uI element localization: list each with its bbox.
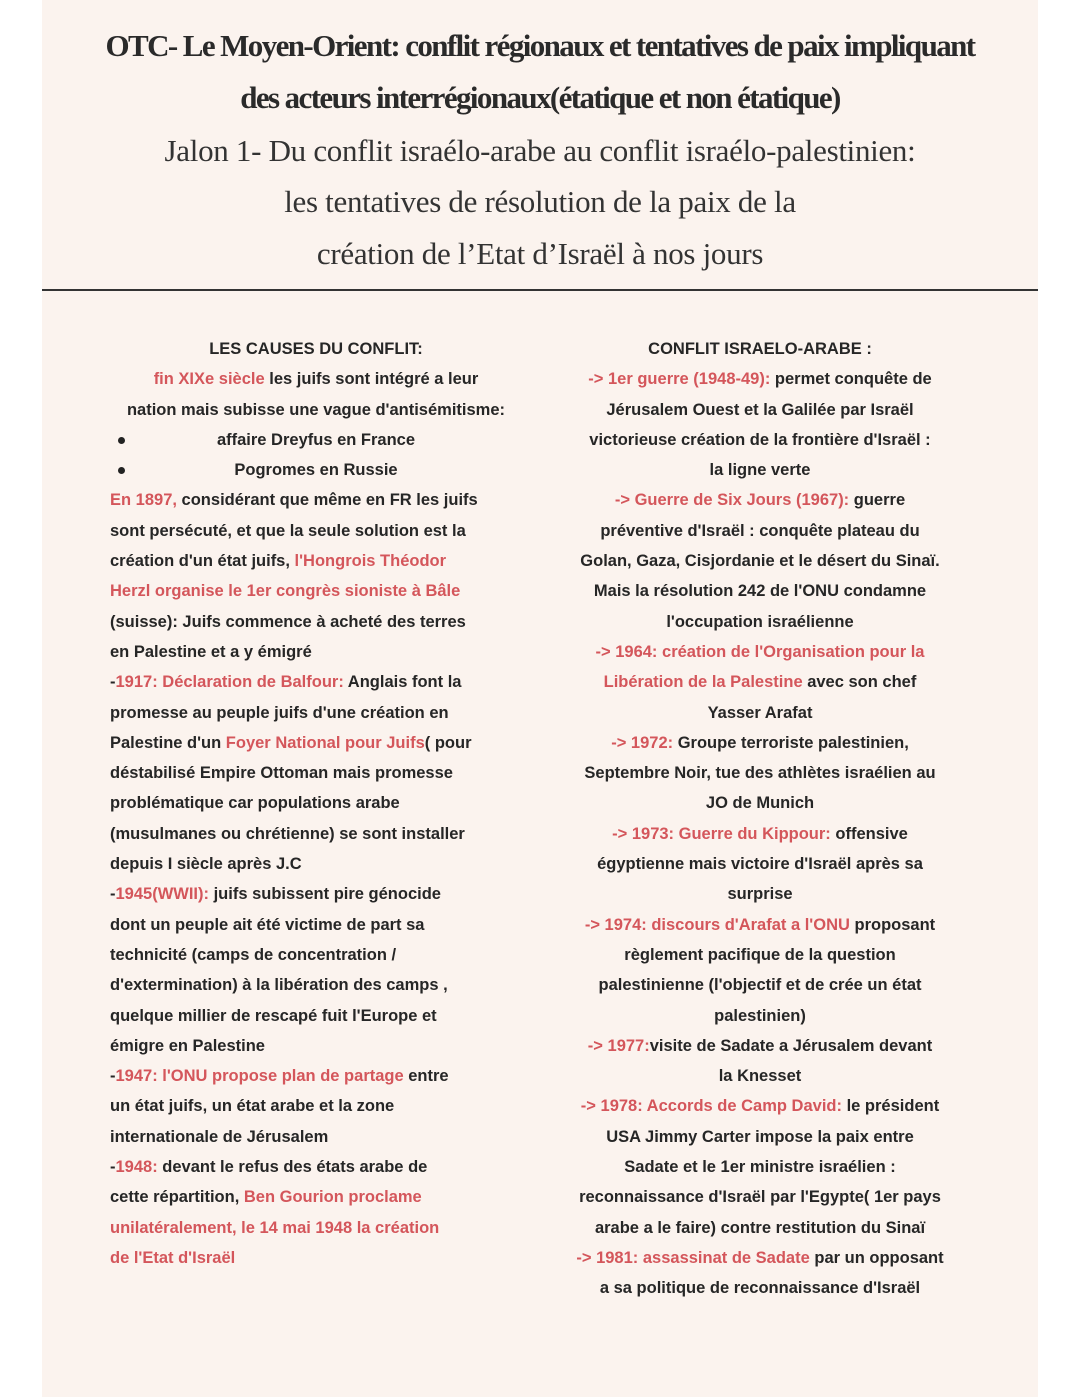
highlight-text: En 1897,: [110, 491, 177, 510]
text-segment: entre: [403, 1067, 449, 1086]
text-segment: égyptienne mais victoire d'Israël après sa: [597, 855, 923, 874]
text-segment: LES CAUSES DU CONFLIT:: [209, 340, 423, 358]
text-segment: guerre: [849, 491, 906, 510]
text-segment: Jérusalem Ouest et la Galilée par Israël: [606, 400, 914, 419]
text-segment: déstabilisé Empire Ottoman mais promesse: [110, 764, 453, 783]
text-line: [548, 546, 972, 576]
text-segment: proposant: [849, 915, 936, 934]
text-line: [110, 819, 522, 849]
text-line: [548, 516, 972, 546]
text-line: [110, 667, 522, 697]
text-segment: surprise: [727, 885, 793, 904]
text-segment: en Palestine et a y émigré: [110, 642, 312, 661]
text-segment: Pogromes en Russie: [234, 461, 398, 480]
text-line: [110, 1213, 522, 1243]
highlight-text: 1917: Déclaration de Balfour:: [115, 673, 344, 692]
text-segment: dont un peuple ait été victime de part sa: [110, 915, 425, 934]
text-segment: les juifs sont intégré a leur: [264, 370, 479, 389]
text-line: [110, 1152, 522, 1182]
text-segment: affaire Dreyfus en France: [216, 430, 416, 449]
text-line: [110, 849, 522, 879]
title-line-2: des acteurs interrégionaux(étatique et non étatique): [240, 80, 840, 115]
text-segment: un état juifs, un état arabe et la zone: [110, 1097, 395, 1116]
text-segment: -: [110, 673, 116, 692]
section-heading: [548, 334, 972, 364]
text-line: [548, 1031, 972, 1061]
text-segment: l'occupation israélienne: [666, 612, 854, 631]
text-line: [548, 758, 972, 788]
text-line: [110, 758, 522, 788]
text-segment: Groupe terroriste palestinien,: [673, 733, 909, 752]
highlight-text: -> 1978: Accords de Camp David:: [580, 1097, 842, 1116]
text-line: [110, 879, 522, 909]
highlight-text: fin XIXe siècle: [153, 370, 265, 389]
subtitle-line-3: création de l’Etat d’Israël à nos jours: [316, 236, 764, 271]
text-segment: problématique car populations arabe: [110, 794, 400, 813]
text-line: [548, 940, 972, 970]
highlight-text: -> 1964: création de l'Organisation pour la: [595, 642, 925, 661]
highlight-text: 1948:: [115, 1158, 158, 1177]
text-line: [548, 485, 972, 515]
text-segment: avec son chef: [802, 673, 917, 692]
text-line: [548, 1152, 972, 1182]
text-segment: -: [110, 1158, 116, 1177]
text-segment: internationale de Jérusalem: [110, 1127, 329, 1146]
text-segment: promesse au peuple juifs d'une création en: [110, 703, 449, 722]
text-segment: victorieuse création de la frontière d'Israël :: [589, 430, 931, 449]
text-segment: Palestine d'un: [110, 733, 226, 752]
subtitle-line-2: les tentatives de résolution de la paix de la: [284, 184, 796, 219]
text-segment: (suisse): Juifs commence à acheté des terres: [110, 612, 466, 631]
text-segment: offensive: [830, 824, 908, 843]
text-segment: arabe a le faire) contre restitution du Sinaï: [594, 1218, 926, 1237]
text-line: [548, 819, 972, 849]
text-segment: Golan, Gaza, Cisjordanie et le désert du Sinaï.: [580, 552, 940, 571]
text-line: [548, 1243, 972, 1273]
text-line: [110, 1182, 522, 1212]
title-line-1: OTC- Le Moyen-Orient: conflit régionaux et tentatives de paix impliquant: [105, 28, 975, 63]
text-line: [110, 1091, 522, 1121]
text-segment: permet conquête de: [770, 370, 932, 389]
text-segment: visite de Sadate a Jérusalem devant: [649, 1036, 933, 1055]
highlight-text: Foyer National pour Juifs: [225, 733, 425, 752]
text-line: [110, 485, 522, 515]
text-line: [548, 788, 972, 818]
text-segment: juifs subissent pire génocide: [209, 885, 441, 904]
text-segment: cette répartition,: [110, 1188, 244, 1207]
text-line: [548, 425, 972, 455]
highlight-text: -> 1er guerre (1948-49):: [588, 370, 771, 389]
highlight-text: -> 1973: Guerre du Kippour:: [612, 824, 831, 843]
text-line: [110, 637, 522, 667]
text-line: [548, 879, 972, 909]
text-line: [548, 667, 972, 697]
text-segment: émigre en Palestine: [110, 1036, 265, 1055]
highlight-text: 1945(WWII):: [115, 885, 210, 904]
text-line: [110, 910, 522, 940]
text-line: [110, 1031, 522, 1061]
text-segment: préventive d'Israël : conquête plateau du: [600, 521, 920, 540]
text-line: [110, 576, 522, 606]
text-segment: considérant que même en FR les juifs: [176, 491, 478, 510]
text-segment: création d'un état juifs,: [110, 552, 295, 571]
text-line: [548, 1273, 972, 1303]
highlight-text: l'Hongrois Théodor: [294, 552, 447, 571]
text-line: [548, 1001, 972, 1031]
text-line: [110, 940, 522, 970]
text-line: [548, 1182, 972, 1212]
text-line: [548, 364, 972, 394]
text-line: [548, 607, 972, 637]
text-line: [110, 698, 522, 728]
text-segment: palestinien): [714, 1006, 806, 1025]
bullet-icon: [118, 467, 125, 474]
highlight-text: de l'Etat d'Israël: [110, 1248, 236, 1267]
text-segment: USA Jimmy Carter impose la paix entre: [606, 1127, 914, 1146]
text-line: [110, 728, 522, 758]
highlight-text: Libération de la Palestine: [603, 673, 803, 692]
text-segment: JO de Munich: [705, 794, 815, 813]
text-segment: Septembre Noir, tue des athlètes israélien au: [584, 764, 936, 783]
text-line: [110, 1001, 522, 1031]
text-segment: quelque millier de rescapé fuit l'Europe et: [110, 1006, 437, 1025]
text-segment: la ligne verte: [709, 461, 811, 480]
text-line: [548, 455, 972, 485]
section-heading: [110, 334, 522, 364]
text-segment: nation mais subisse une vague d'antisémitisme:: [126, 400, 506, 419]
text-segment: a sa politique de reconnaissance d'Israël: [599, 1279, 921, 1298]
highlight-text: -> 1974: discours d'Arafat a l'ONU: [584, 915, 850, 934]
text-segment: sont persécuté, et que la seule solution est la: [110, 521, 466, 540]
text-line: [110, 788, 522, 818]
text-line: [110, 395, 522, 425]
causes-column: [110, 334, 522, 1273]
text-segment: la Knesset: [718, 1067, 802, 1086]
text-line: [548, 970, 972, 1000]
text-segment: devant le refus des états arabe de: [157, 1158, 428, 1177]
highlight-text: -> 1977:: [587, 1036, 650, 1055]
text-segment: Yasser Arafat: [707, 703, 813, 722]
text-segment: technicité (camps de concentration /: [110, 945, 397, 964]
text-segment: depuis I siècle après J.C: [110, 855, 302, 874]
text-segment: règlement pacifique de la question: [624, 945, 896, 964]
highlight-text: -> 1981: assassinat de Sadate: [576, 1248, 810, 1267]
text-segment: Anglais font la: [343, 673, 462, 692]
highlight-text: unilatéralement, le 14 mai 1948 la création: [110, 1218, 440, 1237]
text-line: [548, 849, 972, 879]
bullet-icon: [118, 437, 125, 444]
text-segment: par un opposant: [809, 1248, 944, 1267]
text-line: [548, 1122, 972, 1152]
highlight-text: -> Guerre de Six Jours (1967):: [614, 491, 850, 510]
highlight-text: -> 1972:: [611, 733, 674, 752]
text-line: [548, 698, 972, 728]
bullet-item: [110, 455, 522, 485]
text-line: [110, 607, 522, 637]
text-line: [110, 970, 522, 1000]
text-line: [548, 576, 972, 606]
text-line: [110, 546, 522, 576]
conflict-column: [548, 334, 972, 1304]
text-segment: -: [110, 885, 116, 904]
text-segment: Sadate et le 1er ministre israélien :: [624, 1158, 896, 1177]
text-segment: palestinienne (l'objectif et de crée un état: [598, 976, 922, 995]
text-segment: -: [110, 1067, 116, 1086]
text-line: [110, 516, 522, 546]
text-line: [548, 637, 972, 667]
text-segment: d'extermination) à la libération des camps ,: [110, 976, 448, 995]
highlight-text: Herzl organise le 1er congrès sioniste à Bâle: [110, 582, 461, 601]
highlight-text: Ben Gourion proclame: [243, 1188, 422, 1207]
text-line: [548, 728, 972, 758]
text-line: [110, 1243, 522, 1273]
text-segment: le président: [842, 1097, 940, 1116]
text-line: [548, 1061, 972, 1091]
text-line: [110, 1061, 522, 1091]
subtitle-line-1: Jalon 1- Du conflit israélo-arabe au conflit israélo-palestinien:: [164, 133, 916, 168]
text-segment: ( pour: [424, 733, 472, 752]
text-segment: Mais la résolution 242 de l'ONU condamne: [593, 582, 927, 601]
text-line: [110, 1122, 522, 1152]
text-segment: reconnaissance d'Israël par l'Egypte( 1er pays: [579, 1188, 941, 1207]
text-line: [548, 1213, 972, 1243]
divider: [42, 289, 1038, 291]
text-segment: (musulmanes ou chrétienne) se sont installer: [110, 824, 465, 843]
text-line: [110, 364, 522, 394]
bullet-item: [110, 425, 522, 455]
text-line: [548, 910, 972, 940]
text-segment: CONFLIT ISRAELO-ARABE :: [648, 340, 872, 358]
highlight-text: 1947: l'ONU propose plan de partage: [115, 1067, 404, 1086]
text-line: [548, 395, 972, 425]
text-line: [548, 1091, 972, 1121]
